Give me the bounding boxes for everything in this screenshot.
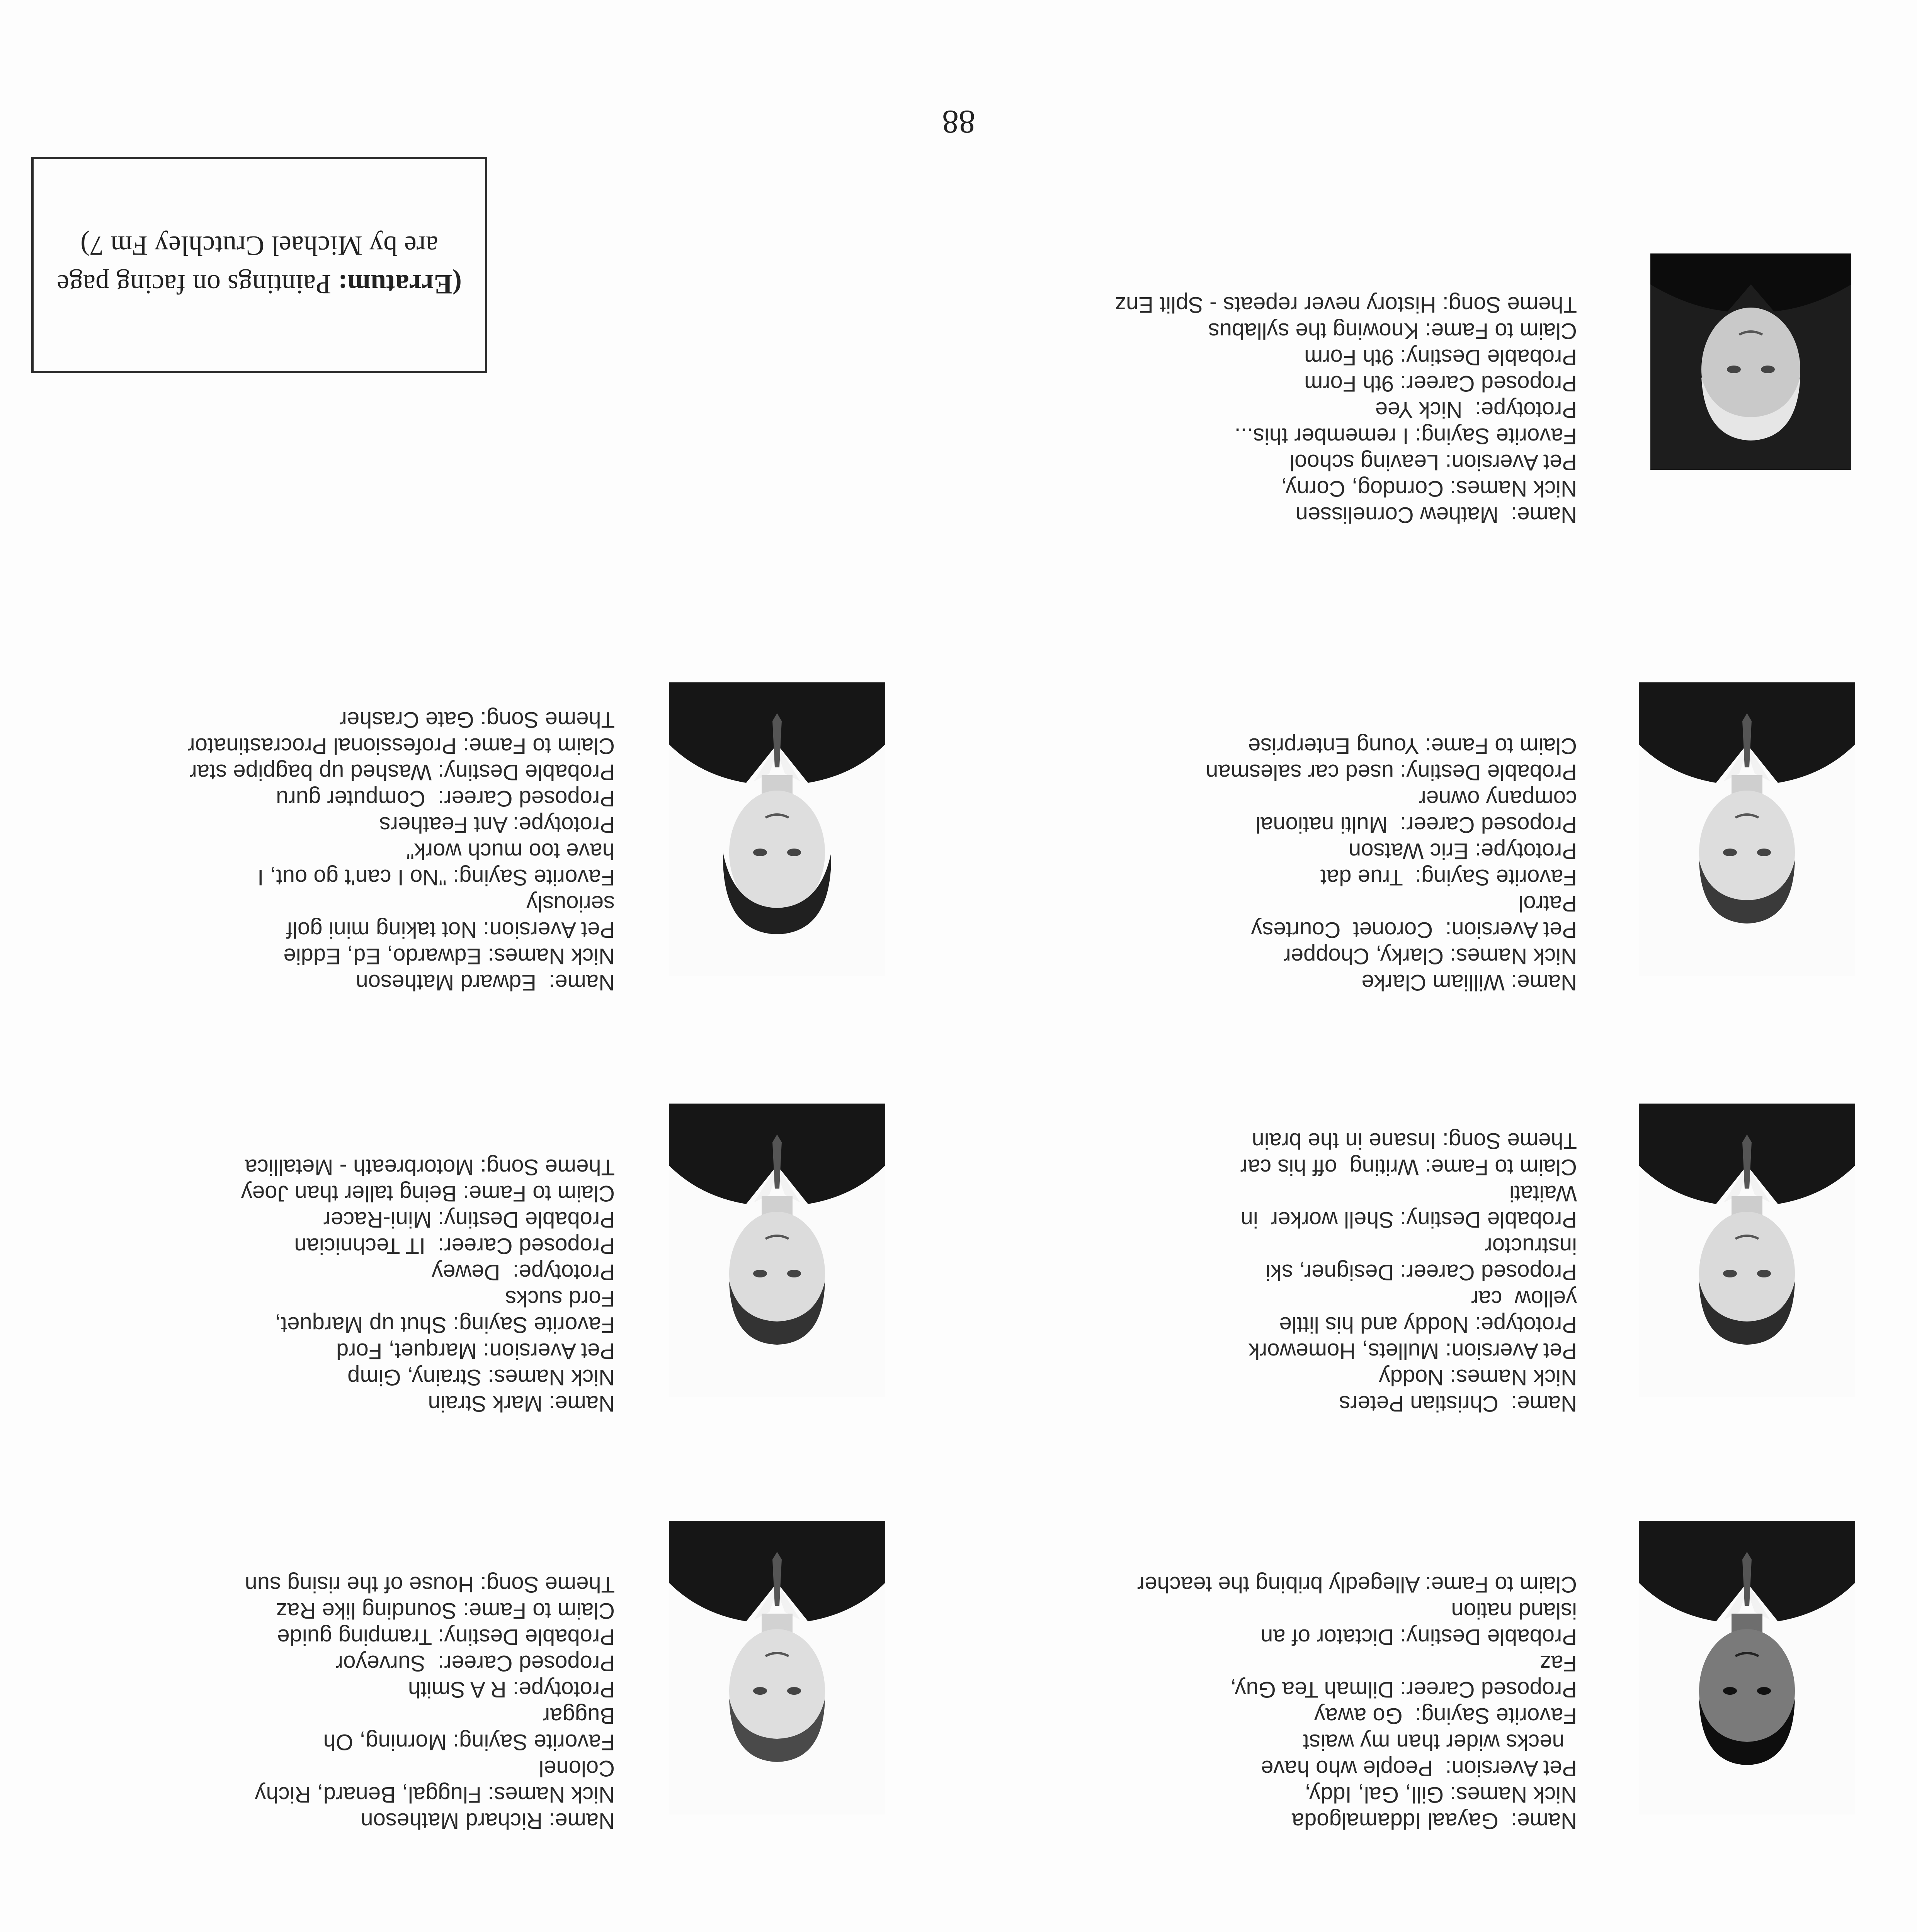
profile-line: Probable Destiny: Washed up bagpipe star: [189, 760, 615, 785]
profile-line: Theme Song: Motorbreath - Metallica: [245, 1155, 615, 1180]
profile-line: Nick Names: Strainy, Gimp: [347, 1365, 615, 1390]
erratum-box: [31, 157, 487, 373]
profile-line: Prototype: Eric Watson: [1349, 838, 1577, 864]
profile-line: Prototype: Dewey: [432, 1260, 615, 1285]
profile-line: Ford sucks: [505, 1286, 615, 1311]
portrait-icon: [1639, 1104, 1855, 1397]
profile-line: Name: Mark Strain: [428, 1391, 615, 1416]
profile-line: Name: Gayaal Iddamalgoda: [1291, 1808, 1577, 1833]
profile-line: Probable Destiny: Tramping guide: [277, 1624, 615, 1650]
profile-line: Nick Names: Clarky, Chopper: [1283, 944, 1577, 969]
portrait-icon: [669, 682, 885, 976]
student-photo: [1639, 1521, 1855, 1815]
profile-line: Probable Destiny: Shell worker in: [1240, 1207, 1577, 1232]
profile-line: Claim to Fame: Being taller than Joey: [241, 1181, 615, 1206]
erratum-line-1: [57, 265, 462, 304]
portrait-icon: [669, 1104, 885, 1397]
portrait-icon: [669, 1521, 885, 1815]
profile-line: instructor: [1485, 1233, 1577, 1259]
erratum-line-2: are by Michael Crutchley Fm 7): [80, 230, 438, 261]
profile-line: Prototype: Noddy and his little: [1279, 1312, 1577, 1337]
profile-line: Prototype: R A Smith: [408, 1677, 615, 1702]
profile-line: Claim to Fame: Writing off his car: [1240, 1155, 1577, 1180]
profile-line: yellow car: [1471, 1286, 1577, 1311]
profile-line: Probable Destiny: Mini-Racer: [323, 1207, 615, 1232]
profile-line: Faz: [1539, 1651, 1577, 1676]
profile-line: seriously: [526, 891, 615, 916]
profile-line: Colonel: [539, 1756, 615, 1781]
profile-line: Nick Names: Noddy: [1379, 1365, 1577, 1390]
student-profile: [920, 1128, 1577, 1417]
profile-line: Probable Destiny: Dictator of an: [1260, 1624, 1577, 1650]
profile-line: Prototype: Ant Feathers: [379, 812, 615, 837]
profile-line: Pet Aversion: People who have: [1261, 1756, 1577, 1781]
profile-line: Proposed Career: Computer guru: [276, 786, 615, 811]
profile-line: Favorite Saying: "No I can't go out, I: [257, 865, 615, 890]
profile-line: Name: Christian Peters: [1339, 1391, 1577, 1416]
profile-line: Name: Mathew Cornelissen: [1295, 502, 1577, 527]
profile-line: Waitati: [1509, 1181, 1577, 1206]
profile-line: Probable Destiny: 9th Form: [1304, 345, 1577, 370]
student-photo: [669, 682, 885, 976]
student-photo: [1639, 682, 1855, 976]
profile-line: Proposed Career: IT Technician: [294, 1233, 615, 1259]
profile-line: Nick Names: Fluggal, Benard, Richy: [255, 1782, 615, 1807]
profile-line: Claim to Fame: Sounding like Raz: [276, 1598, 615, 1623]
profile-line: Theme Song: House of the rising sun: [245, 1572, 615, 1597]
student-profile: [0, 1571, 615, 1834]
profile-line: Proposed Career: Dilmah Tea Guy,: [1230, 1677, 1577, 1702]
profile-line: Pet Aversion: Leaving school: [1289, 450, 1577, 475]
profile-line: have too much work": [406, 838, 615, 864]
profile-line: Favorite Saying: I remember this...: [1234, 423, 1577, 449]
erratum-line-1-text: Paintings on facing page: [57, 269, 338, 300]
portrait-icon: [1650, 253, 1851, 470]
profile-line: Pet Aversion: Mullets, Homework: [1249, 1338, 1577, 1364]
profile-line: Proposed Career: 9th Form: [1304, 371, 1577, 396]
profile-line: Claim to Fame: Allegedly bribing the teacher: [1137, 1572, 1577, 1597]
profile-line: Nick Names: Gill, Gal, Iddy,: [1305, 1782, 1577, 1807]
profile-line: Claim to Fame: Young Enterprise: [1248, 733, 1577, 759]
erratum-heading: (Erratum:: [338, 269, 462, 300]
profile-line: Favorite Saying: True dat: [1320, 865, 1577, 890]
profile-line: Buggar: [542, 1703, 615, 1728]
portrait-icon: [1639, 682, 1855, 976]
profile-line: Pet Aversion: Coronet Courtesy: [1251, 917, 1577, 942]
profile-line: Favorite Saying: Go away: [1314, 1703, 1577, 1728]
profile-line: necks wider than my waist: [1303, 1730, 1577, 1755]
profile-line: Proposed Career: Designer, ski: [1266, 1260, 1577, 1285]
portrait-icon: [1639, 1521, 1855, 1815]
profile-line: Prototype: Nick Yee: [1375, 397, 1577, 422]
page-number: 88: [942, 104, 975, 141]
profile-line: Favorite Saying: Shut up Marquet,: [274, 1312, 615, 1337]
profile-line: Patrol: [1518, 891, 1577, 916]
profile-line: Theme Song: Insane in the brain: [1252, 1128, 1577, 1153]
profile-line: Claim to Fame: Professional Procrastinator: [187, 733, 615, 759]
student-photo: [669, 1104, 885, 1397]
student-profile: [920, 291, 1577, 528]
profile-line: Name: Edward Matheson: [356, 970, 615, 995]
student-photo: [669, 1521, 885, 1815]
student-profile: [0, 1154, 615, 1417]
student-profile: [920, 1571, 1577, 1834]
student-profile: [920, 733, 1577, 995]
profile-line: Proposed Career: Surveyor: [335, 1651, 615, 1676]
profile-line: Theme Song: History never repeats - Split Enz: [1115, 292, 1577, 317]
profile-line: company owner: [1419, 786, 1577, 811]
profile-line: Name: Richard Matheson: [361, 1808, 615, 1833]
profile-line: Name: William Clarke: [1361, 970, 1577, 995]
profile-line: Theme Song: Gate Crasher: [339, 707, 615, 732]
profile-line: Proposed Career: Multi national: [1255, 812, 1577, 837]
profile-line: Pet Aversion: Not taking mini golf: [286, 917, 615, 942]
profile-line: Probable Destiny: used car salesman: [1206, 760, 1577, 785]
profile-line: Nick Names: Edwardo, Ed, Eddie: [283, 944, 615, 969]
profile-line: island nation: [1451, 1598, 1577, 1623]
profile-line: Pet Aversion: Marquet, Ford: [336, 1338, 615, 1364]
profile-line: Claim to Fame: Knowing the syllabus: [1208, 318, 1577, 344]
profile-line: Favorite Saying: Morning, Oh: [323, 1730, 615, 1755]
student-profile: [0, 706, 615, 995]
profile-line: Nick Names: Corndog, Corny,: [1281, 476, 1577, 501]
student-photo: [1650, 253, 1851, 470]
student-photo: [1639, 1104, 1855, 1397]
